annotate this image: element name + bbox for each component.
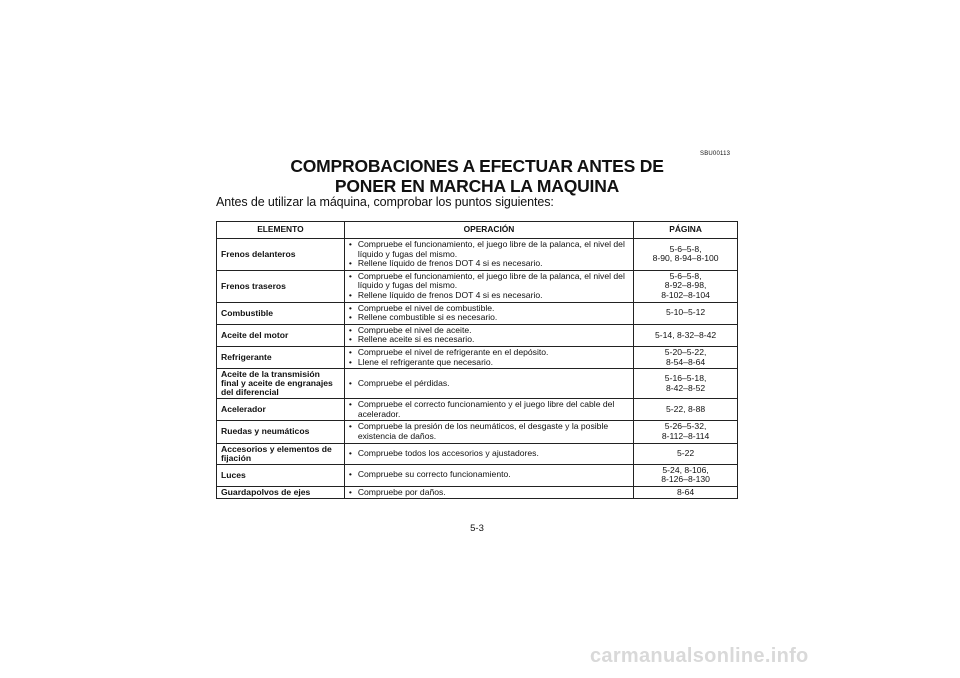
page-reference: 5-10–5-12 bbox=[665, 307, 706, 318]
page-reference: 5-20–5-22, bbox=[664, 346, 707, 357]
row-operation bbox=[344, 443, 633, 464]
table-row bbox=[217, 399, 738, 421]
page-reference: 5-24, 8-106, bbox=[662, 464, 709, 475]
operation-item: • Compruebe todos los accesorios y ajustadores. bbox=[349, 449, 629, 459]
table-row bbox=[217, 346, 738, 368]
row-operation bbox=[344, 346, 633, 368]
row-pages bbox=[634, 421, 738, 443]
row-pages bbox=[634, 369, 738, 399]
table-row bbox=[217, 324, 738, 346]
row-element: Combustible bbox=[217, 302, 345, 324]
table-row bbox=[217, 421, 738, 443]
page-reference: 8-42–8-52 bbox=[665, 382, 706, 393]
page-reference: 8-92–8-98, bbox=[664, 280, 707, 291]
checks-table bbox=[216, 221, 738, 499]
operation-list bbox=[349, 400, 629, 419]
row-pages bbox=[634, 399, 738, 421]
row-element: Aceite del motor bbox=[217, 324, 345, 346]
page-reference: 5-14, 8-32–8-42 bbox=[655, 329, 717, 340]
operation-item: • Compruebe el funcionamiento, el juego libre de la palanca, el nivel del líquido y fugas del mismo. bbox=[349, 272, 629, 291]
operation-item: • Llene el refrigerante que necesario. bbox=[349, 358, 629, 368]
row-pages bbox=[634, 239, 738, 271]
title-line-1: COMPROBACIONES A EFECTUAR ANTES DE bbox=[290, 156, 664, 176]
page-reference: 5-6–5-8, bbox=[669, 243, 702, 254]
row-operation bbox=[344, 399, 633, 421]
header-page: PÁGINA bbox=[634, 222, 738, 239]
document-code: SBU00113 bbox=[700, 151, 731, 157]
operation-item: • Compruebe el nivel de refrigerante en el depósito. bbox=[349, 348, 629, 358]
table-header-row bbox=[217, 222, 738, 239]
row-element: Acelerador bbox=[217, 399, 345, 421]
table-body bbox=[217, 239, 738, 499]
operation-list bbox=[349, 422, 629, 441]
row-operation bbox=[344, 464, 633, 486]
table-row bbox=[217, 443, 738, 464]
row-operation bbox=[344, 486, 633, 499]
row-operation bbox=[344, 369, 633, 399]
operation-item: • Rellene aceite si es necesario. bbox=[349, 335, 629, 345]
page-number: 5-3 bbox=[470, 523, 484, 534]
row-pages bbox=[634, 464, 738, 486]
operation-item: • Rellene líquido de frenos DOT 4 si es necesario. bbox=[349, 259, 629, 269]
page-reference: 8-64 bbox=[676, 486, 695, 497]
table-row bbox=[217, 486, 738, 499]
operation-list bbox=[349, 470, 629, 480]
row-operation bbox=[344, 421, 633, 443]
page-reference: 5-26–5-32, bbox=[664, 421, 707, 432]
page-title bbox=[216, 156, 738, 196]
page-reference: 5-6–5-8, bbox=[669, 270, 702, 281]
page-reference: 8-102–8-104 bbox=[661, 289, 710, 300]
row-element: Ruedas y neumáticos bbox=[217, 421, 345, 443]
row-operation bbox=[344, 239, 633, 271]
operation-item: • Compruebe el pérdidas. bbox=[349, 379, 629, 389]
page-reference: 5-22 bbox=[676, 447, 695, 458]
operation-list bbox=[349, 449, 629, 459]
operation-list bbox=[349, 272, 629, 301]
row-element: Frenos delanteros bbox=[217, 239, 345, 271]
operation-item: • Compruebe el correcto funcionamiento y el juego libre del cable del acelerador. bbox=[349, 400, 629, 419]
row-element: Frenos traseros bbox=[217, 270, 345, 302]
row-pages bbox=[634, 302, 738, 324]
row-operation bbox=[344, 324, 633, 346]
operation-item: • Rellene líquido de frenos DOT 4 si es necesario. bbox=[349, 291, 629, 301]
row-element: Aceite de la transmisión final y aceite de engranajes del diferencial bbox=[217, 369, 345, 399]
header-element: ELEMENTO bbox=[217, 222, 345, 239]
page-reference: 8-126–8-130 bbox=[661, 474, 710, 485]
watermark: carmanualsonline.info bbox=[590, 645, 809, 667]
table-row bbox=[217, 302, 738, 324]
row-pages bbox=[634, 270, 738, 302]
table-row bbox=[217, 239, 738, 271]
page-reference: 8-90, 8-94–8-100 bbox=[652, 253, 719, 264]
row-element: Luces bbox=[217, 464, 345, 486]
page-reference: 5-22, 8-88 bbox=[665, 403, 706, 414]
title-line-2: PONER EN MARCHA LA MAQUINA bbox=[334, 176, 620, 196]
row-operation bbox=[344, 270, 633, 302]
row-pages bbox=[634, 346, 738, 368]
row-pages bbox=[634, 324, 738, 346]
row-element: Accesorios y elementos de fijación bbox=[217, 443, 345, 464]
row-pages bbox=[634, 443, 738, 464]
operation-item: • Compruebe el nivel de combustible. bbox=[349, 304, 629, 314]
table-row bbox=[217, 270, 738, 302]
page-reference: 8-112–8-114 bbox=[661, 430, 710, 441]
operation-item: • Compruebe por daños. bbox=[349, 488, 629, 498]
operation-item: • Rellene combustible si es necesario. bbox=[349, 313, 629, 323]
operation-list bbox=[349, 326, 629, 345]
page-reference: 8-54–8-64 bbox=[665, 356, 706, 367]
table-row bbox=[217, 464, 738, 486]
operation-item: • Compruebe el nivel de aceite. bbox=[349, 326, 629, 336]
operation-list bbox=[349, 240, 629, 269]
operation-list bbox=[349, 348, 629, 367]
operation-item: • Compruebe la presión de los neumáticos, el desgaste y la posible existencia de daños. bbox=[349, 422, 629, 441]
operation-list bbox=[349, 379, 629, 389]
operation-list bbox=[349, 488, 629, 498]
intro-text: Antes de utilizar la máquina, comprobar los puntos siguientes: bbox=[216, 195, 554, 209]
operation-item: • Compruebe su correcto funcionamiento. bbox=[349, 470, 629, 480]
operation-item: • Compruebe el funcionamiento, el juego libre de la palanca, el nivel del líquido y fugas del mismo. bbox=[349, 240, 629, 259]
row-element: Guardapolvos de ejes bbox=[217, 486, 345, 499]
operation-list bbox=[349, 304, 629, 323]
row-element: Refrigerante bbox=[217, 346, 345, 368]
row-operation bbox=[344, 302, 633, 324]
row-pages bbox=[634, 486, 738, 499]
table-row bbox=[217, 369, 738, 399]
page-reference: 5-16–5-18, bbox=[664, 373, 707, 384]
header-operation: OPERACIÓN bbox=[344, 222, 633, 239]
